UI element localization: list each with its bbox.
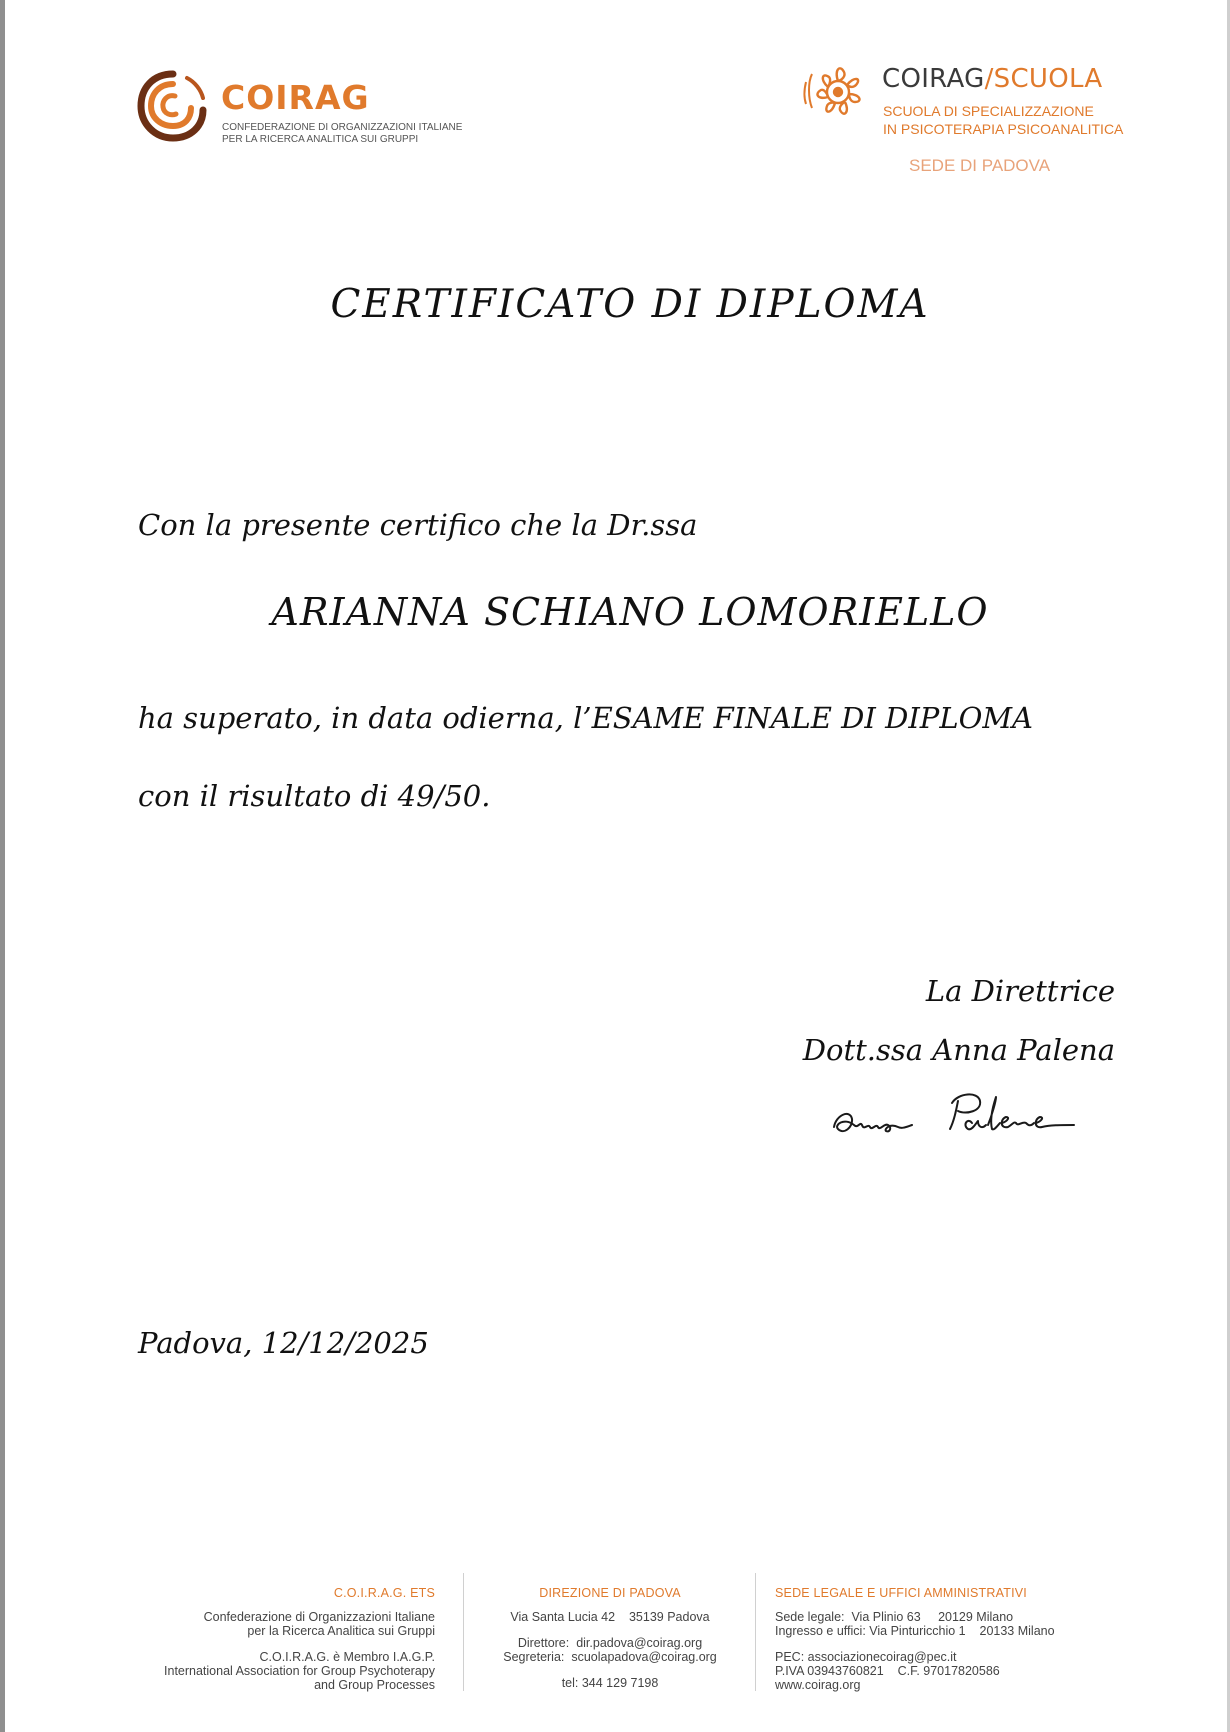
direttore-email: dir.padova@coirag.org — [576, 1636, 703, 1650]
footer-divider-1 — [463, 1573, 464, 1691]
footer-col3-line2: Ingresso e uffici: Via Pinturicchio 1 20133 Milano — [775, 1624, 1055, 1638]
footer-col2-tel: tel: 344 129 7198 — [561, 1676, 659, 1690]
coirag-subtitle-line1: CONFEDERAZIONE DI ORGANIZZAZIONI ITALIANE — [222, 122, 463, 133]
handwritten-signature — [828, 1085, 1098, 1145]
footer-col1-line4: International Association for Group Psychoterapy — [164, 1664, 435, 1678]
coirag-scuola-brand — [882, 64, 1102, 94]
page-edge-left — [0, 0, 5, 1732]
coirag-scuola-logo — [800, 52, 1130, 182]
coirag-brand-text: COIRAG — [221, 78, 370, 117]
footer-col1-heading: C.O.I.R.A.G. ETS — [333, 1586, 435, 1600]
footer-col2-address: Via Santa Lucia 42 35139 Padova — [510, 1610, 710, 1624]
coirag-swirl-icon — [135, 68, 211, 144]
intro-text: Con la presente certifico che la Dr.ssa — [138, 508, 698, 542]
footer-col1-line1: Confederazione di Organizzazioni Italiane — [203, 1610, 435, 1624]
footer-col3-line1: Sede legale: Via Plinio 63 20129 Milano — [775, 1610, 1014, 1624]
footer-col-sede-legale — [775, 1586, 1105, 1692]
footer-col2-segreteria — [480, 1650, 740, 1664]
scuola-subtitle-line2: IN PSICOTERAPIA PSICOANALITICA — [883, 121, 1124, 137]
segreteria-email: scuolapadova@coirag.org — [571, 1650, 717, 1664]
footer-divider-2 — [755, 1573, 756, 1691]
footer-col3-line3: PEC: associazionecoirag@pec.it — [775, 1650, 957, 1664]
footer-col3-line5: www.coirag.org — [775, 1678, 861, 1692]
recipient-name: ARIANNA SCHIANO LOMORIELLO — [271, 590, 989, 634]
footer-col-coirag — [120, 1586, 435, 1692]
footer-col2-direttore — [480, 1636, 740, 1650]
signer-name: Dott.ssa Anna Palena — [802, 1033, 1115, 1067]
scuola-subtitle-line1: SCUOLA DI SPECIALIZZAZIONE — [883, 103, 1094, 119]
footer-col1-line3: C.O.I.R.A.G. è Membro I.A.G.P. — [259, 1650, 435, 1664]
coirag-subtitle — [222, 122, 462, 146]
result-text: con il risultato di 49/50. — [138, 779, 491, 813]
exam-text: ha superato, in data odierna, l’ESAME FINALE DI DIPLOMA — [138, 701, 1033, 735]
coirag-scuola-flower-icon — [800, 52, 870, 132]
direttore-label: Direttore: — [517, 1636, 570, 1650]
place-date: Padova, 12/12/2025 — [138, 1326, 429, 1360]
footer-col1-line5: and Group Processes — [314, 1678, 435, 1692]
certificate-title: CERTIFICATO DI DIPLOMA — [330, 282, 930, 327]
coirag-subtitle-line2: PER LA RICERCA ANALITICA SUI GRUPPI — [222, 134, 419, 145]
footer-col1-line2: per la Ricerca Analitica sui Gruppi — [247, 1624, 435, 1638]
footer-col-padova — [480, 1586, 740, 1690]
brand-scuola: /SCUOLA — [984, 64, 1103, 94]
signer-role: La Direttrice — [925, 974, 1115, 1008]
footer-col3-line4: P.IVA 03943760821 C.F. 97017820586 — [775, 1664, 1000, 1678]
coirag-scuola-subtitle — [883, 102, 1123, 138]
segreteria-label: Segreteria: — [503, 1650, 565, 1664]
footer-col3-heading: SEDE LEGALE E UFFICI AMMINISTRATIVI — [775, 1586, 1027, 1600]
sede-padova: SEDE DI PADOVA — [909, 156, 1051, 175]
brand-coirag: COIRAG — [882, 64, 985, 94]
footer-col2-heading: DIREZIONE DI PADOVA — [539, 1586, 681, 1600]
coirag-logo — [135, 68, 463, 148]
